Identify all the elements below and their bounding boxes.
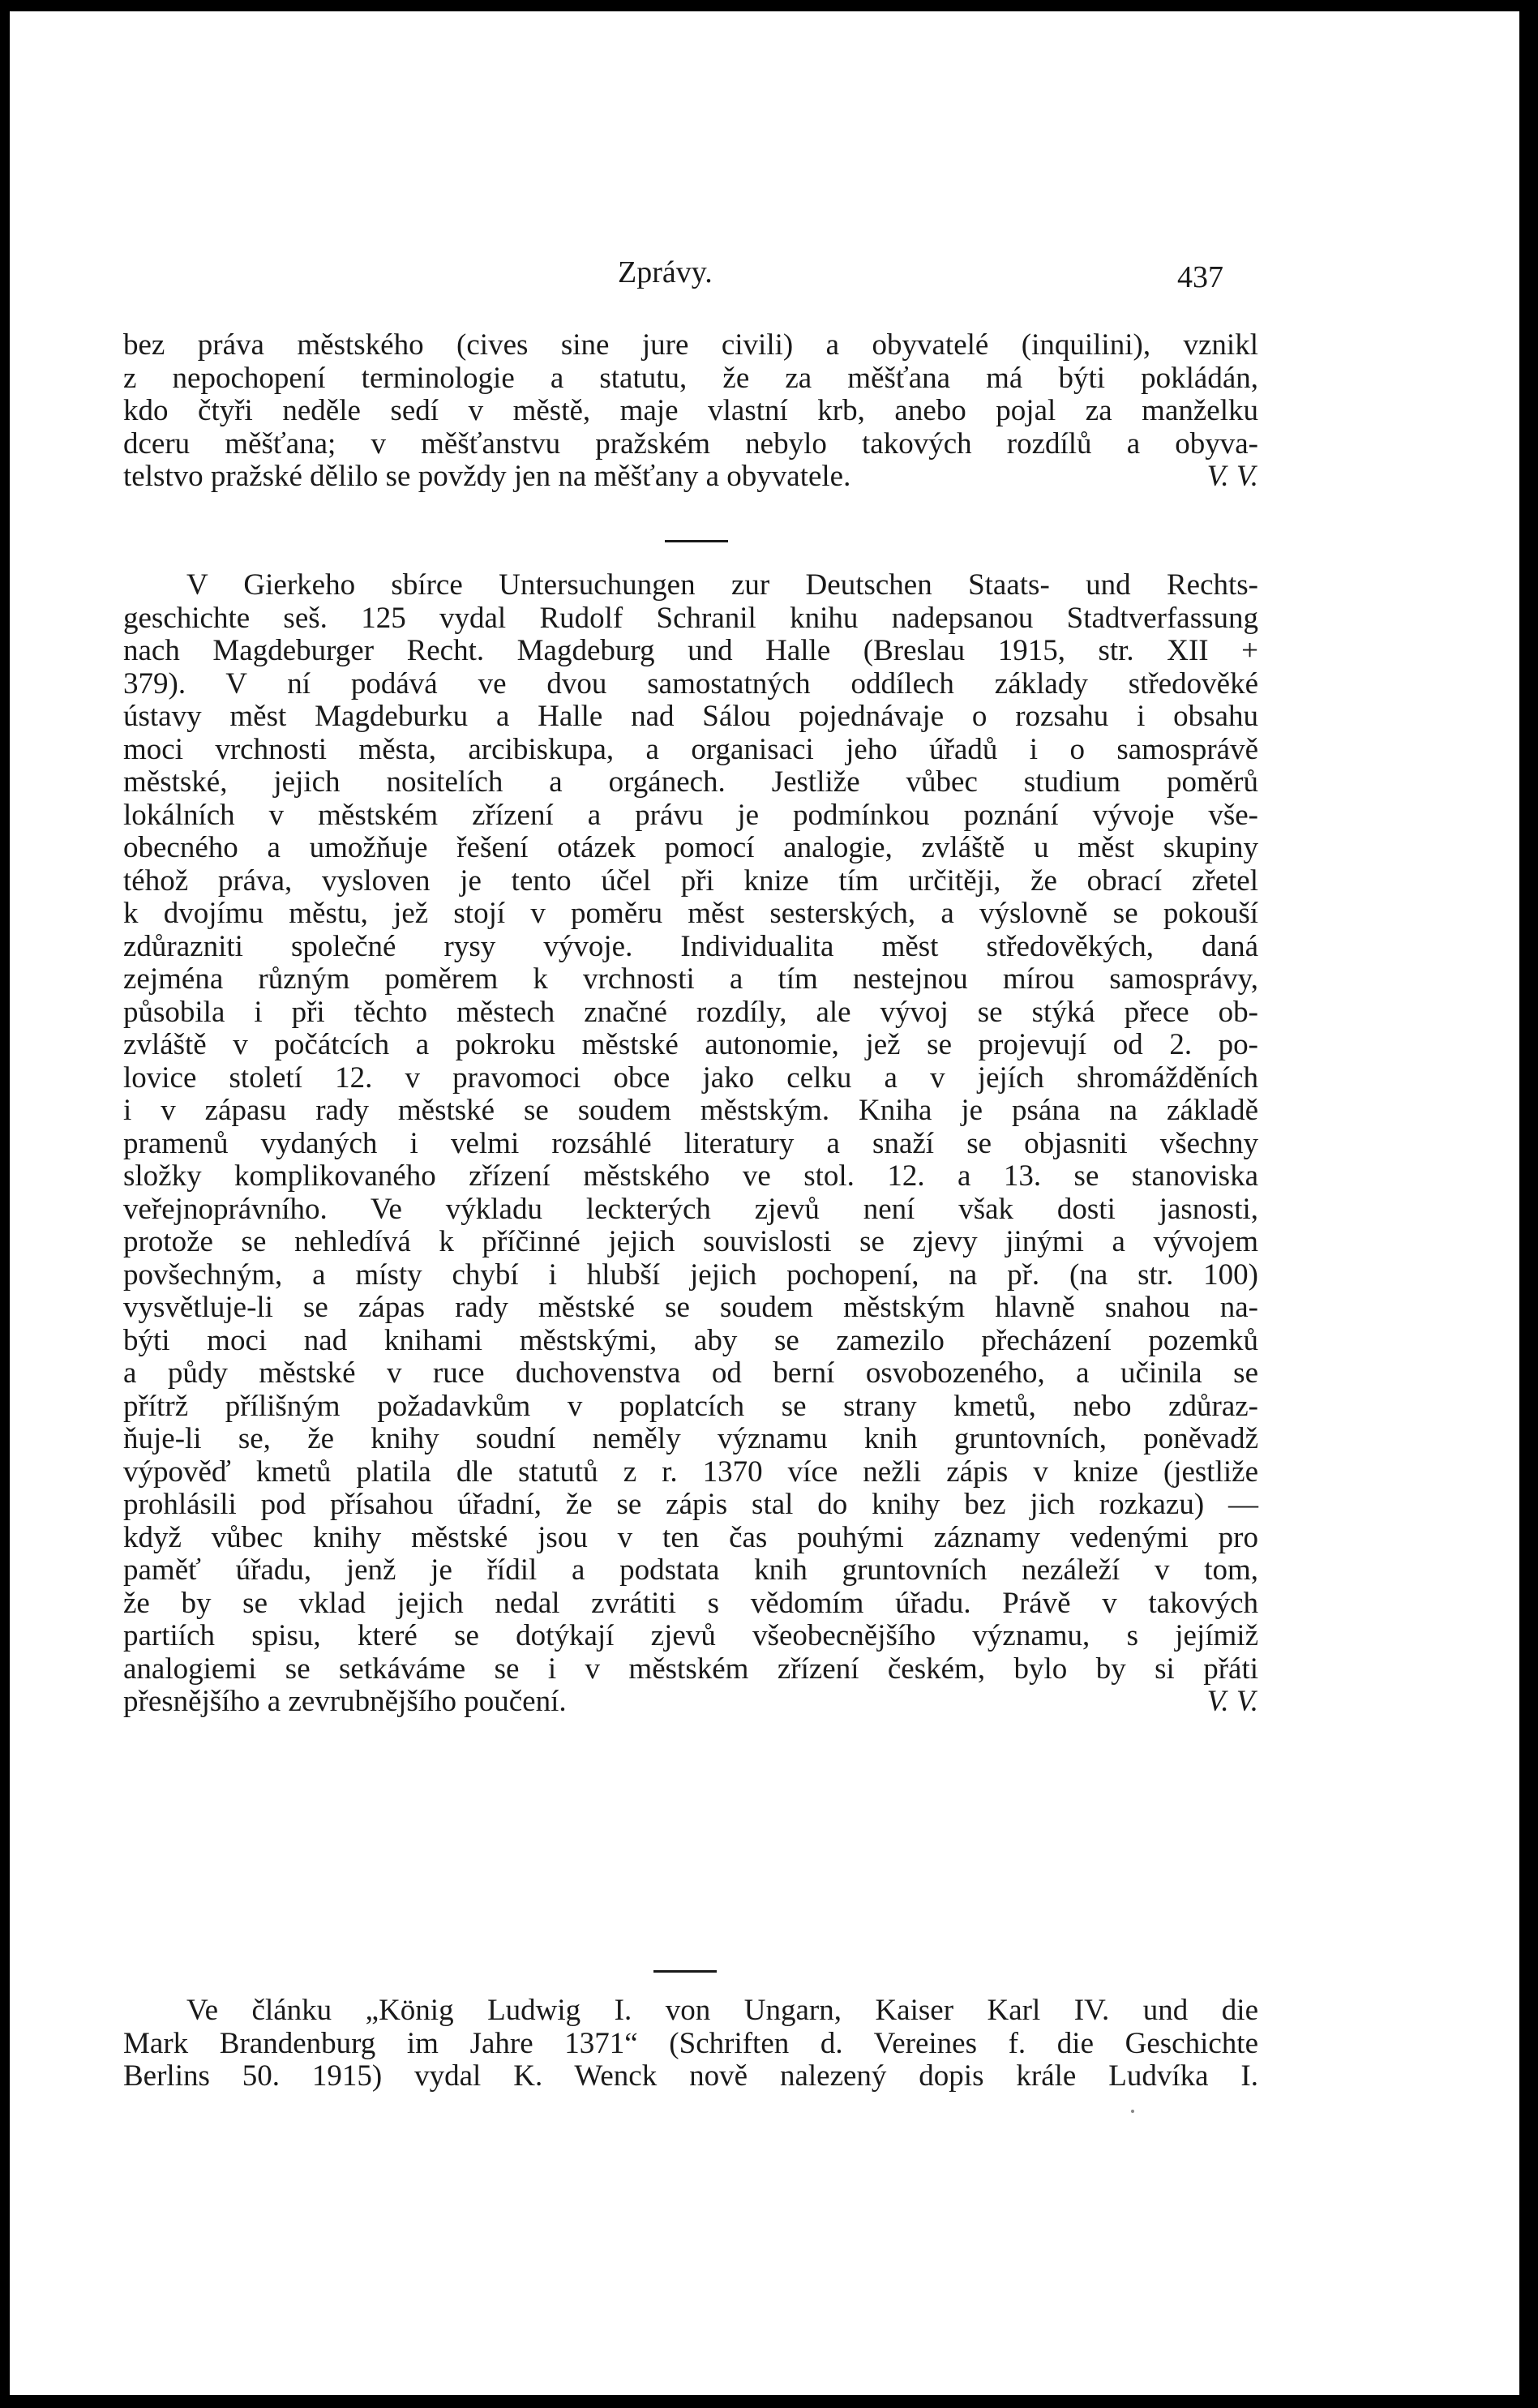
text-line: analogiemi se setkáváme se i v městském zřízení českém, bylo by si přáti [123, 1652, 1258, 1686]
text-line: prohlásili pod přísahou úřadní, že se zápis stal do knihy bez jich rozkazu) — [123, 1488, 1258, 1521]
text-line: protože se nehledívá k příčinné jejich souvislosti se zjevy jinými a vývojem [123, 1225, 1258, 1258]
text-line: k dvojímu městu, jež stojí v poměru měst sesterských, a výslovně se pokouší [123, 897, 1258, 930]
page-header [10, 255, 1519, 294]
page-number: 437 [1177, 260, 1223, 294]
text-line: složky komplikovaného zřízení městského ve stol. 12. a 13. se stanoviska [123, 1159, 1258, 1193]
text-line: V Gierkeho sbírce Untersuchungen zur Deutschen Staats- und Rechts- [186, 568, 1258, 602]
text-line: Ve článku „König Ludwig I. von Ungarn, Kaiser Karl IV. und die [186, 1994, 1258, 2027]
text-line: veřejnoprávního. Ve výkladu leckterých zjevů není však dosti jasnosti, [123, 1192, 1258, 1226]
text-line: ňuje-li se, že knihy soudní neměly významu knih gruntovních, poněvadž [123, 1422, 1258, 1455]
text-line: kdo čtyři neděle sedí v městě, maje vlastní krb, anebo pojal za manželku [123, 394, 1258, 427]
signature: V. V. [1206, 1685, 1258, 1718]
text-line: přesnějšího a zevrubnějšího poučení. [123, 1685, 567, 1718]
section-divider [665, 540, 728, 542]
text-line: dceru měšťana; v měšťanstvu pražském nebylo takových rozdílů a obyva- [123, 426, 1258, 461]
text-line: telstvo pražské dělilo se povždy jen na měšťany a obyvatele. [123, 460, 851, 493]
text-line: lokálních v městském zřízení a právu je podmínkou poznání vývoje vše- [123, 798, 1258, 832]
text-line: téhož práva, vysloven je tento účel při knize tím určitěji, že obrací zřetel [123, 863, 1258, 898]
text-line: a půdy městské v ruce duchovenstva od berní osvobozeného, a učinila se [123, 1356, 1258, 1390]
text-line: moci vrchnosti města, arcibiskupa, a organisaci jeho úřadů i o samosprávě [123, 732, 1258, 766]
paragraph-2 [123, 569, 1258, 1719]
text-line: nach Magdeburger Recht. Magdeburg und Halle (Breslau 1915, str. XII + [123, 634, 1258, 667]
text-line: výpověď kmetů platila dle statutů z r. 1370 více nežli zápis v knize (jestliže [123, 1455, 1258, 1489]
paragraph-1 [123, 329, 1258, 494]
text-line: vysvětluje-li se zápas rady městské se soudem městským hlavně snahou na- [123, 1291, 1258, 1324]
text-line: paměť úřadu, jenž je řídil a podstata knih gruntovních nezáleží v tom, [123, 1553, 1258, 1587]
text-line: zejména různým poměrem k vrchnosti a tím nestejnou mírou samosprávy, [123, 962, 1258, 996]
text-line-last [123, 461, 1258, 494]
text-line: bez práva městského (cives sine jure civili) a obyvatelé (inquilini), vznikl [123, 328, 1258, 362]
text-line-last [123, 1686, 1258, 1719]
paragraph-3 [123, 1995, 1258, 2093]
text-line: 379). V ní podává ve dvou samostatných oddílech základy středověké [123, 666, 1258, 701]
section-divider [653, 1970, 717, 1973]
text-line: zdůrazniti společné rysy vývoje. Individualita měst středověkých, daná [123, 929, 1258, 963]
text-line: pramenů vydaných i velmi rozsáhlé literatury a snaží se objasniti všechny [123, 1126, 1258, 1160]
text-line: městské, jejich nositelích a orgánech. Jestliže vůbec studium poměrů [123, 765, 1258, 799]
text-line: býti moci nad knihami městskými, aby se zamezilo přecházení pozemků [123, 1323, 1258, 1357]
running-head: Zprávy. [618, 255, 713, 289]
text-line: i v zápasu rady městské se soudem městským. Kniha je psána na základě [123, 1094, 1258, 1127]
text-line: partiích spisu, které se dotýkají zjevů všeobecnějšího významu, s jejímiž [123, 1619, 1258, 1652]
text-line: zvláště v počátcích a pokroku městské autonomie, jež se projevují od 2. po- [123, 1028, 1258, 1061]
text-line: Mark Brandenburg im Jahre 1371“ (Schriften d. Vereines f. die Geschichte [123, 2026, 1258, 2060]
text-line: povšechným, a místy chybí i hlubší jejich pochopení, na př. (na str. 100) [123, 1258, 1258, 1292]
text-line: geschichte seš. 125 vydal Rudolf Schranil knihu nadepsanou Stadtverfassung [123, 601, 1258, 635]
scanned-page [10, 11, 1519, 2395]
text-line: z nepochopení terminologie a statutu, že za měšťana má býti pokládán, [123, 361, 1258, 395]
text-line: obecného a umožňuje řešení otázek pomocí analogie, zvláště u měst skupiny [123, 831, 1258, 864]
text-line: že by se vklad jejich nedal zvrátiti s vědomím úřadu. Právě v takových [123, 1586, 1258, 1620]
text-line: když vůbec knihy městské jsou v ten čas pouhými záznamy vedenými pro [123, 1520, 1258, 1554]
text-line: Berlins 50. 1915) vydal K. Wenck nově nalezený dopis krále Ludvíka I. [123, 2059, 1258, 2093]
text-line: působila i při těchto městech značné rozdíly, ale vývoj se stýká přece ob- [123, 995, 1258, 1029]
text-line: lovice století 12. v pravomoci obce jako celku a v jejích shromážděních [123, 1060, 1258, 1095]
signature: V. V. [1206, 460, 1258, 493]
text-line: ústavy měst Magdeburku a Halle nad Sálou pojednávaje o rozsahu i obsahu [123, 700, 1258, 733]
scan-speck [1131, 2110, 1134, 2113]
text-line: přítrž přílišným požadavkům v poplatcích se strany kmetů, nebo zdůraz- [123, 1389, 1258, 1423]
